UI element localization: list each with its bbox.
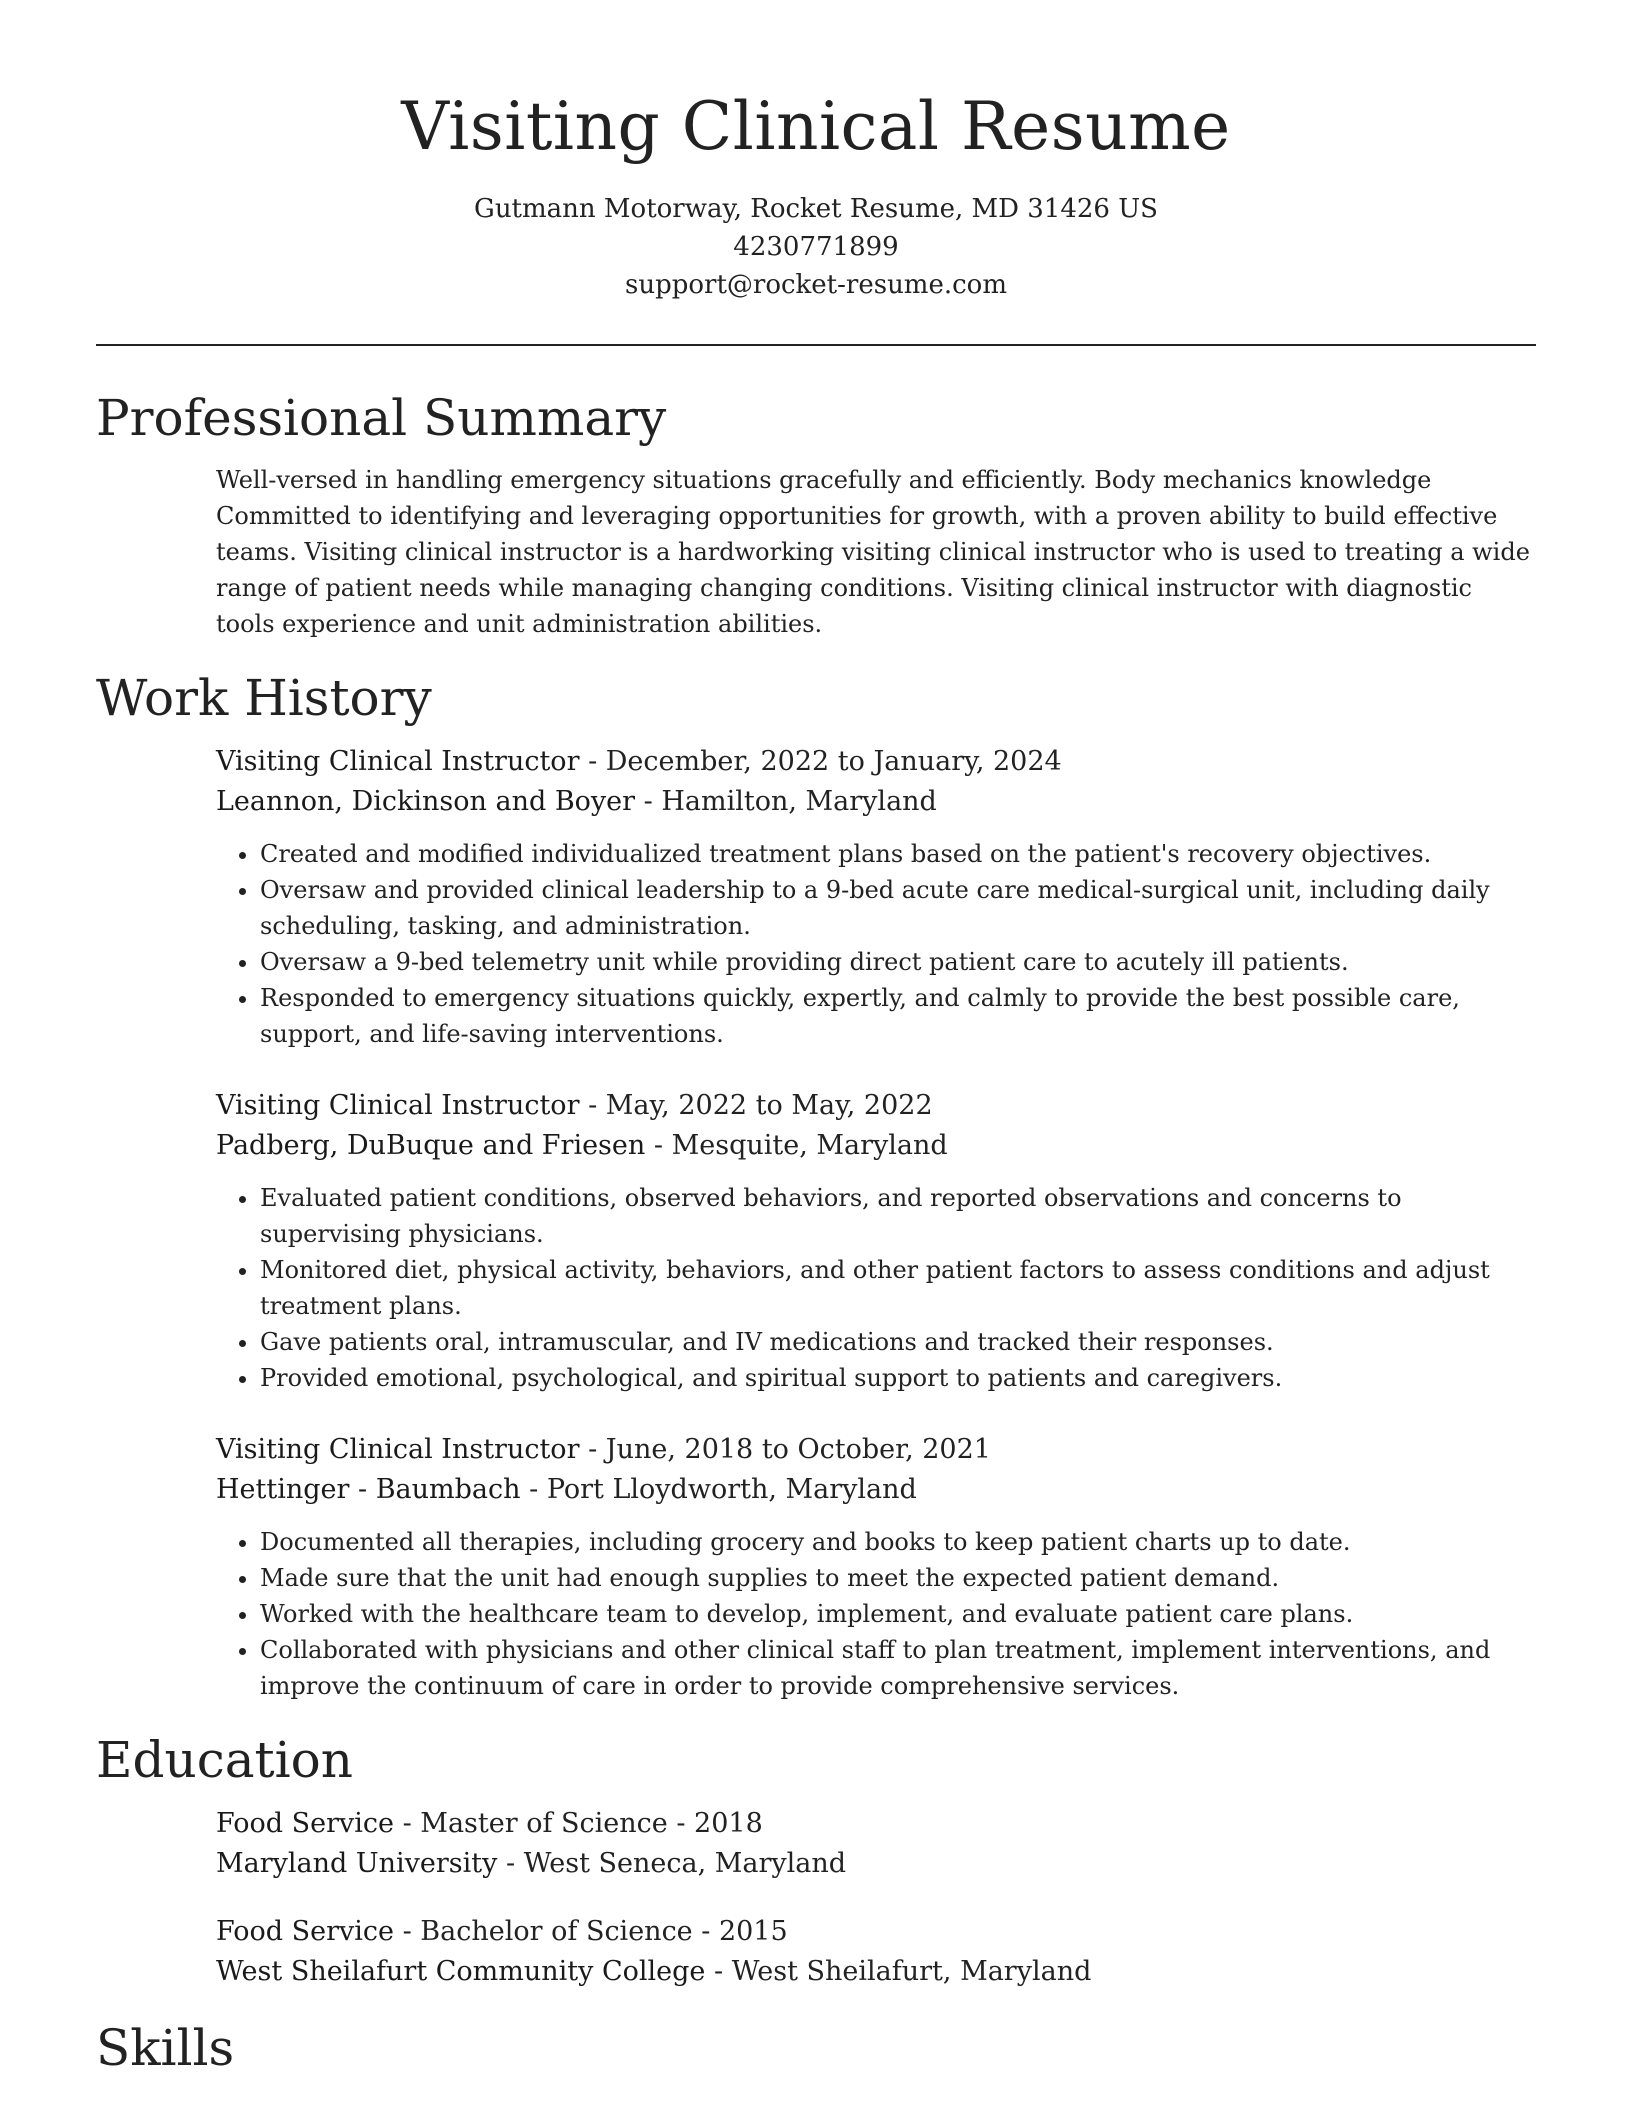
education-heading: Education [96, 1731, 353, 1789]
job-bullet: • Oversaw a 9-bed telemetry unit while providing direct patient care to acutely ill patients. [260, 944, 1536, 980]
job-dates: - December, 2022 to January, 2024 [579, 746, 1062, 777]
job-bullet: • Oversaw and provided clinical leadership to a 9-bed acute care medical-surgical unit, including daily scheduling, tasking, and administration. [260, 872, 1536, 944]
job-role: Visiting Clinical Instructor [216, 1090, 580, 1121]
job-bullet: • Evaluated patient conditions, observed behaviors, and reported observations and concerns to supervising physicians. [260, 1180, 1536, 1252]
job-title-line [216, 1430, 1536, 1470]
job-org-line [216, 1126, 1536, 1166]
education-field: Food Service [216, 1808, 395, 1839]
education-entry [216, 1804, 1536, 1884]
job-entry [216, 1430, 1536, 1704]
header-divider [96, 344, 1536, 346]
job-bullets [216, 1524, 1536, 1704]
job-entry [216, 1086, 1536, 1396]
job-bullet: • Provided emotional, psychological, and spiritual support to patients and caregivers. [260, 1360, 1536, 1396]
job-company: Padberg, DuBuque and Friesen [216, 1130, 646, 1161]
job-bullet: • Responded to emergency situations quickly, expertly, and calmly to provide the best possible care, support, and life-saving interventions. [260, 980, 1536, 1052]
education-degree: - Bachelor of Science - 2015 [394, 1916, 788, 1947]
address: Gutmann Motorway, Rocket Resume, MD 31426 US [474, 194, 1158, 224]
skills-heading: Skills [96, 2019, 235, 2077]
job-org-line [216, 782, 1536, 822]
job-bullets [216, 836, 1536, 1052]
resume-header [96, 0, 1536, 304]
job-bullet: • Monitored diet, physical activity, behaviors, and other patient factors to assess conditions and adjust treatment plans. [260, 1252, 1536, 1324]
job-role: Visiting Clinical Instructor [216, 746, 580, 777]
education-degree: - Master of Science - 2018 [394, 1808, 763, 1839]
education-degree-line [216, 1804, 1536, 1844]
job-title-line [216, 742, 1536, 782]
education-degree-line [216, 1912, 1536, 1952]
education-entry [216, 1912, 1536, 1992]
skills-section [96, 2018, 1536, 2078]
work-history-heading: Work History [96, 669, 432, 727]
email: support@rocket-resume.com [624, 270, 1007, 300]
job-location: - Mesquite, Maryland [645, 1130, 948, 1161]
job-bullet: • Gave patients oral, intramuscular, and IV medications and tracked their responses. [260, 1324, 1536, 1360]
education-school-line [216, 1952, 1536, 1992]
job-org-line [216, 1470, 1536, 1510]
education-school-line [216, 1844, 1536, 1884]
job-location: - Hamilton, Maryland [635, 786, 937, 817]
job-bullet: • Created and modified individualized treatment plans based on the patient's recovery objectives. [260, 836, 1536, 872]
education-field: Food Service [216, 1916, 395, 1947]
job-location: - Port Lloydworth, Maryland [520, 1474, 917, 1505]
job-company: Hettinger - Baumbach [216, 1474, 521, 1505]
education-section [96, 1730, 1536, 1992]
summary-section [96, 388, 1536, 642]
education-school: Maryland University [216, 1848, 498, 1879]
job-role: Visiting Clinical Instructor [216, 1434, 580, 1465]
job-dates: - June, 2018 to October, 2021 [579, 1434, 991, 1465]
job-company: Leannon, Dickinson and Boyer [216, 786, 636, 817]
job-bullet: • Collaborated with physicians and other clinical staff to plan treatment, implement interventions, and improve the continuum of care in order to provide comprehensive services. [260, 1632, 1536, 1704]
job-dates: - May, 2022 to May, 2022 [579, 1090, 933, 1121]
job-bullet: • Documented all therapies, including grocery and books to keep patient charts up to date. [260, 1524, 1536, 1560]
job-bullet: • Made sure that the unit had enough supplies to meet the expected patient demand. [260, 1560, 1536, 1596]
job-title-line [216, 1086, 1536, 1126]
summary-text: Well-versed in handling emergency situations gracefully and efficiently. Body mechanics knowledge Committed to identifying and leveraging opportunities for growth, with a proven ability to build effective teams. Visiting clinical instructor is a hardworking visiting clinical instructor who is used to treating a wide range of patient needs while managing changing conditions. Visiting clinical instructor with diagnostic tools experience and unit administration abilities. [216, 466, 1530, 638]
job-bullet: • Worked with the healthcare team to develop, implement, and evaluate patient care plans. [260, 1596, 1536, 1632]
resume-page [96, 0, 1536, 2078]
work-history-section [96, 668, 1536, 1704]
phone: 4230771899 [733, 232, 899, 262]
summary-heading: Professional Summary [96, 389, 667, 447]
job-bullets [216, 1180, 1536, 1396]
job-entry [216, 742, 1536, 1052]
education-school: West Sheilafurt Community College [216, 1956, 706, 1987]
education-location: - West Sheilafurt, Maryland [705, 1956, 1092, 1987]
resume-title: Visiting Clinical Resume [401, 88, 1231, 165]
education-location: - West Seneca, Maryland [497, 1848, 847, 1879]
contact-info [96, 190, 1536, 304]
